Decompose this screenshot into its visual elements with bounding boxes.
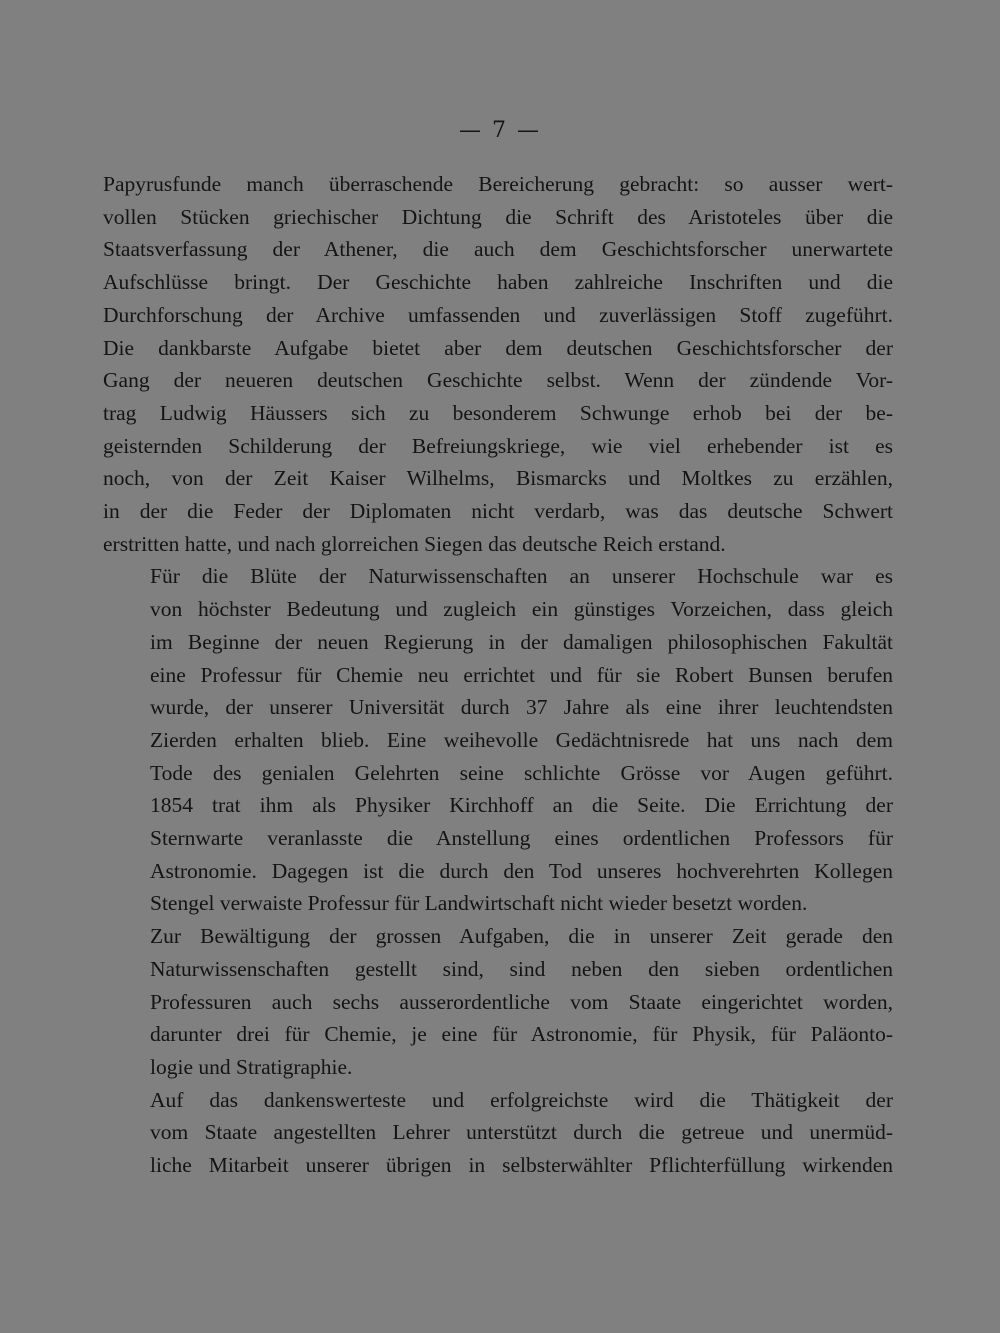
body-text xyxy=(103,168,893,1182)
text-line: von höchster Bedeutung und zugleich ein günstiges Vorzeichen, dass gleich xyxy=(150,597,893,622)
text-line: Sternwarte veranlasste die Anstellung eines ordentlichen Professors für xyxy=(150,826,893,851)
text-line: Aufschlüsse bringt. Der Geschichte haben zahlreiche Inschriften und die xyxy=(103,270,893,295)
paragraph xyxy=(103,1084,893,1182)
text-line: erstritten hatte, und nach glorreichen Siegen das deutsche Reich erstand. xyxy=(103,531,726,556)
text-line: Zierden erhalten blieb. Eine weihevolle Gedächtnisrede hat uns nach dem xyxy=(150,727,893,752)
page-number: — 7 — xyxy=(459,118,541,143)
paragraph xyxy=(103,920,893,1084)
text-line: noch, von der Zeit Kaiser Wilhelms, Bismarcks und Moltkes zu erzählen, xyxy=(103,466,893,491)
text-line: liche Mitarbeit unserer übrigen in selbsterwählter Pflichterfüllung wirkenden xyxy=(150,1153,893,1178)
text-line: vollen Stücken griechischer Dichtung die Schrift des Aristoteles über die xyxy=(103,204,893,229)
text-line: Auf das dankenswerteste und erfolgreichste wird die Thätigkeit der xyxy=(150,1087,893,1112)
text-line: Astronomie. Dagegen ist die durch den Tod unseres hochverehrten Kollegen xyxy=(150,858,893,883)
text-line: trag Ludwig Häussers sich zu besonderem Schwunge erhob bei der be- xyxy=(103,400,893,425)
text-line: vom Staate angestellten Lehrer unterstützt durch die getreue und unermüd- xyxy=(150,1120,893,1145)
text-line: eine Professur für Chemie neu errichtet und für sie Robert Bunsen berufen xyxy=(150,662,893,687)
text-line: geisternden Schilderung der Befreiungskriege, wie viel erhebender ist es xyxy=(103,433,893,458)
text-line: darunter drei für Chemie, je eine für Astronomie, für Physik, für Paläonto- xyxy=(150,1022,893,1047)
text-line: in der die Feder der Diplomaten nicht verdarb, was das deutsche Schwert xyxy=(103,499,893,524)
text-line: Zur Bewältigung der grossen Aufgaben, die in unserer Zeit gerade den xyxy=(150,924,893,949)
text-line: Für die Blüte der Naturwissenschaften an unserer Hochschule war es xyxy=(150,564,893,589)
text-line: Durchforschung der Archive umfassenden und zuverlässigen Stoff zugeführt. xyxy=(103,302,893,327)
text-line: logie und Stratigraphie. xyxy=(150,1054,353,1079)
text-line: Die dankbarste Aufgabe bietet aber dem deutschen Geschichtsforscher der xyxy=(103,335,893,360)
text-line: Stengel verwaiste Professur für Landwirtschaft nicht wieder besetzt worden. xyxy=(150,891,808,916)
text-line: Naturwissenschaften gestellt sind, sind neben den sieben ordentlichen xyxy=(150,956,893,981)
text-line: Papyrusfunde manch überraschende Bereicherung gebracht: so ausser wert- xyxy=(103,172,893,196)
text-line: Gang der neueren deutschen Geschichte selbst. Wenn der zündende Vor- xyxy=(103,368,893,393)
paragraph xyxy=(103,560,893,920)
text-line: wurde, der unserer Universität durch 37 Jahre als eine ihrer leuchtendsten xyxy=(150,695,893,720)
text-line: 1854 trat ihm als Physiker Kirchhoff an die Seite. Die Errichtung der xyxy=(150,793,893,818)
paragraph xyxy=(103,168,893,560)
text-line: Tode des genialen Gelehrten seine schlichte Grösse vor Augen geführt. xyxy=(150,760,893,785)
text-line: im Beginne der neuen Regierung in der damaligen philosophischen Fakultät xyxy=(150,629,893,654)
text-line: Professuren auch sechs ausserordentliche vom Staate eingerichtet worden, xyxy=(150,989,893,1014)
text-line: Staatsverfassung der Athener, die auch dem Geschichtsforscher unerwartete xyxy=(103,237,893,262)
